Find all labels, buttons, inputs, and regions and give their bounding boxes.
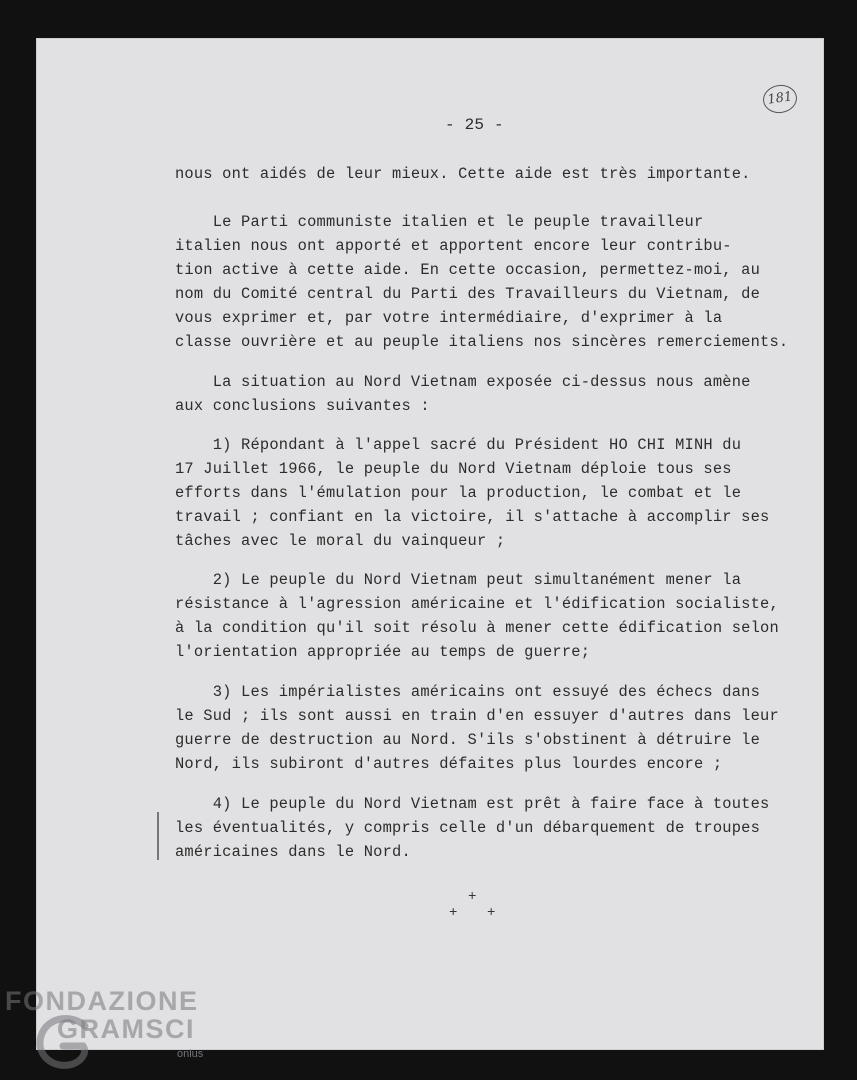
text-line: tâches avec le moral du vainqueur ; (175, 532, 506, 550)
page-number: - 25 - (445, 116, 504, 134)
end-mark-plus: + (487, 905, 496, 921)
text-line: l'orientation appropriée au temps de guerre; (175, 643, 591, 661)
fondazione-gramsci-watermark (5, 986, 235, 1076)
end-mark-plus: + (468, 889, 477, 905)
text-line: classe ouvrière et au peuple italiens nos sincères remerciements. (175, 333, 789, 351)
text-line: 3) Les impérialistes américains ont essuyé des échecs dans (175, 683, 761, 701)
end-mark-plus: + (449, 905, 458, 921)
text-line: le Sud ; ils sont aussi en train d'en essuyer d'autres dans leur (175, 707, 779, 725)
text-line: 1) Répondant à l'appel sacré du Président HO CHI MINH du (175, 436, 742, 454)
text-line: à la condition qu'il soit résolu à mener cette édification selon (175, 619, 779, 637)
text-line: 17 Juillet 1966, le peuple du Nord Vietnam déploie tous ses (175, 460, 732, 478)
text-line: nous ont aidés de leur mieux. Cette aide est très importante. (175, 165, 751, 183)
text-line: 2) Le peuple du Nord Vietnam peut simultanément mener la (175, 571, 742, 589)
text-line: efforts dans l'émulation pour la production, le combat et le (175, 484, 742, 502)
text-line: aux conclusions suivantes : (175, 397, 430, 415)
text-line: vous exprimer et, par votre intermédiaire, d'exprimer à la (175, 309, 723, 327)
text-line: travail ; confiant en la victoire, il s'attache à accomplir ses (175, 508, 770, 526)
text-line: américaines dans le Nord. (175, 843, 411, 861)
text-line: Le Parti communiste italien et le peuple travailleur (175, 213, 704, 231)
text-line: italien nous ont apporté et apportent encore leur contribu- (175, 237, 732, 255)
document-page (36, 38, 824, 1050)
text-line: nom du Comité central du Parti des Travailleurs du Vietnam, de (175, 285, 761, 303)
text-line: guerre de destruction au Nord. S'ils s'obstinent à détruire le (175, 731, 761, 749)
text-line: La situation au Nord Vietnam exposée ci-dessus nous amène (175, 373, 751, 391)
watermark-line2: GRAMSCI (57, 1014, 195, 1044)
text-line: Nord, ils subiront d'autres défaites plus lourdes encore ; (175, 755, 723, 773)
text-line: résistance à l'agression américaine et l'édification socialiste, (175, 595, 779, 613)
watermark-suffix: onlus (177, 1048, 204, 1060)
margin-mark (157, 812, 159, 860)
text-line: les éventualités, y compris celle d'un débarquement de troupes (175, 819, 761, 837)
watermark-line1: FONDAZIONE (5, 986, 199, 1016)
text-line: 4) Le peuple du Nord Vietnam est prêt à faire face à toutes (175, 795, 770, 813)
text-line: tion active à cette aide. En cette occasion, permettez-moi, au (175, 261, 761, 279)
archive-number-stamp: 181 (761, 83, 799, 115)
